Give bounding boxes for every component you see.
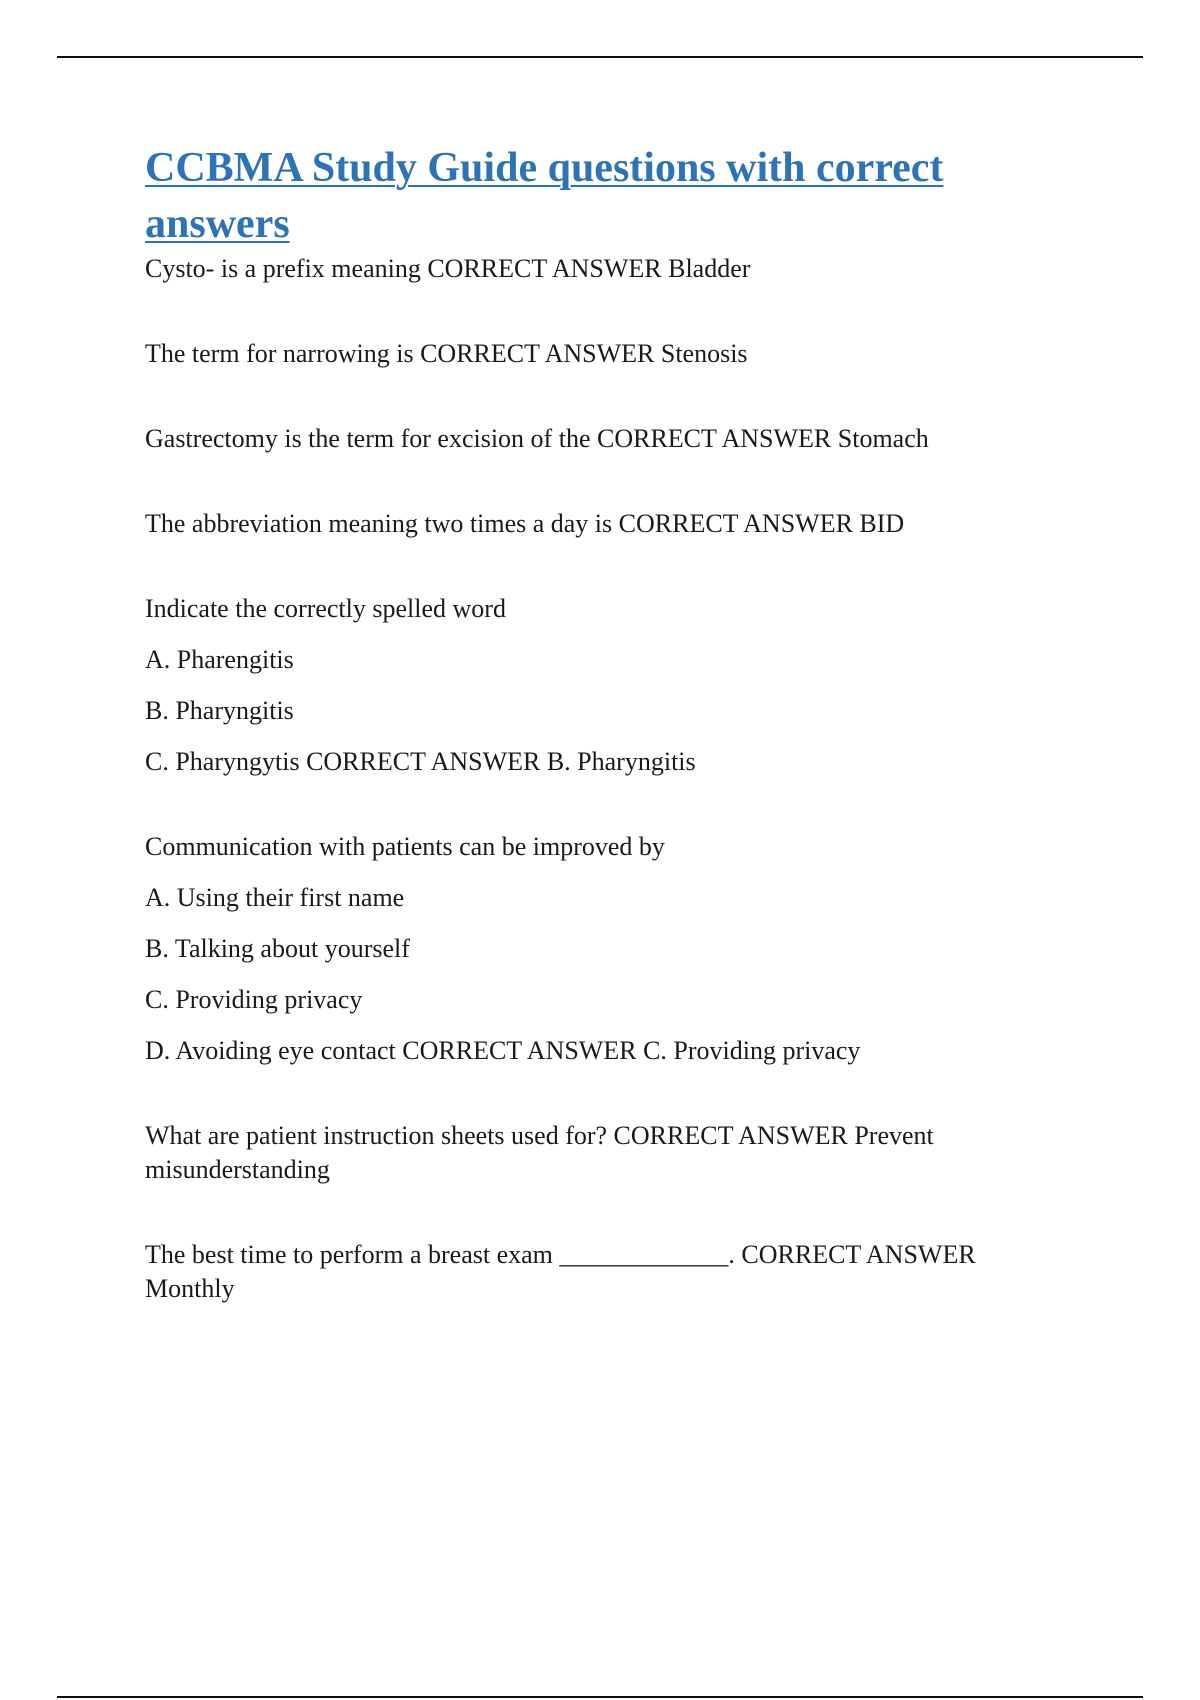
qa-line: The term for narrowing is CORRECT ANSWER Stenosis (145, 339, 748, 368)
option-b: B. Pharyngitis (145, 696, 294, 725)
question-text: Indicate the correctly spelled word (145, 594, 506, 623)
qa-item-7 (145, 1119, 1045, 1187)
document-title-link[interactable]: CCBMA Study Guide questions with correct answers (145, 145, 944, 247)
option-c-answer: C. Pharyngytis CORRECT ANSWER B. Pharyngitis (145, 747, 696, 776)
qa-item-6 (145, 830, 1045, 1068)
qa-line: Cysto- is a prefix meaning CORRECT ANSWER Bladder (145, 254, 751, 283)
qa-item-4 (145, 507, 1045, 541)
document-body (145, 140, 1045, 1323)
bottom-rule (57, 1696, 1143, 1698)
qa-item-8 (145, 1238, 1045, 1306)
top-rule (57, 56, 1143, 58)
option-c: C. Providing privacy (145, 985, 363, 1014)
option-d-answer: D. Avoiding eye contact CORRECT ANSWER C. Providing privacy (145, 1036, 861, 1065)
option-a: A. Pharengitis (145, 645, 294, 674)
qa-line: The best time to perform a breast exam _____________. CORRECT ANSWER Monthly (145, 1240, 976, 1303)
question-text: Communication with patients can be improved by (145, 832, 665, 861)
option-b: B. Talking about yourself (145, 934, 410, 963)
qa-line: Gastrectomy is the term for excision of the CORRECT ANSWER Stomach (145, 424, 929, 453)
option-a: A. Using their first name (145, 883, 405, 912)
qa-item-2 (145, 337, 1045, 371)
qa-line: What are patient instruction sheets used for? CORRECT ANSWER Prevent misunderstanding (145, 1121, 934, 1184)
qa-item-3 (145, 422, 1045, 456)
qa-line: The abbreviation meaning two times a day is CORRECT ANSWER BID (145, 509, 905, 538)
qa-item-1 (145, 252, 1045, 286)
qa-item-5 (145, 592, 1045, 779)
